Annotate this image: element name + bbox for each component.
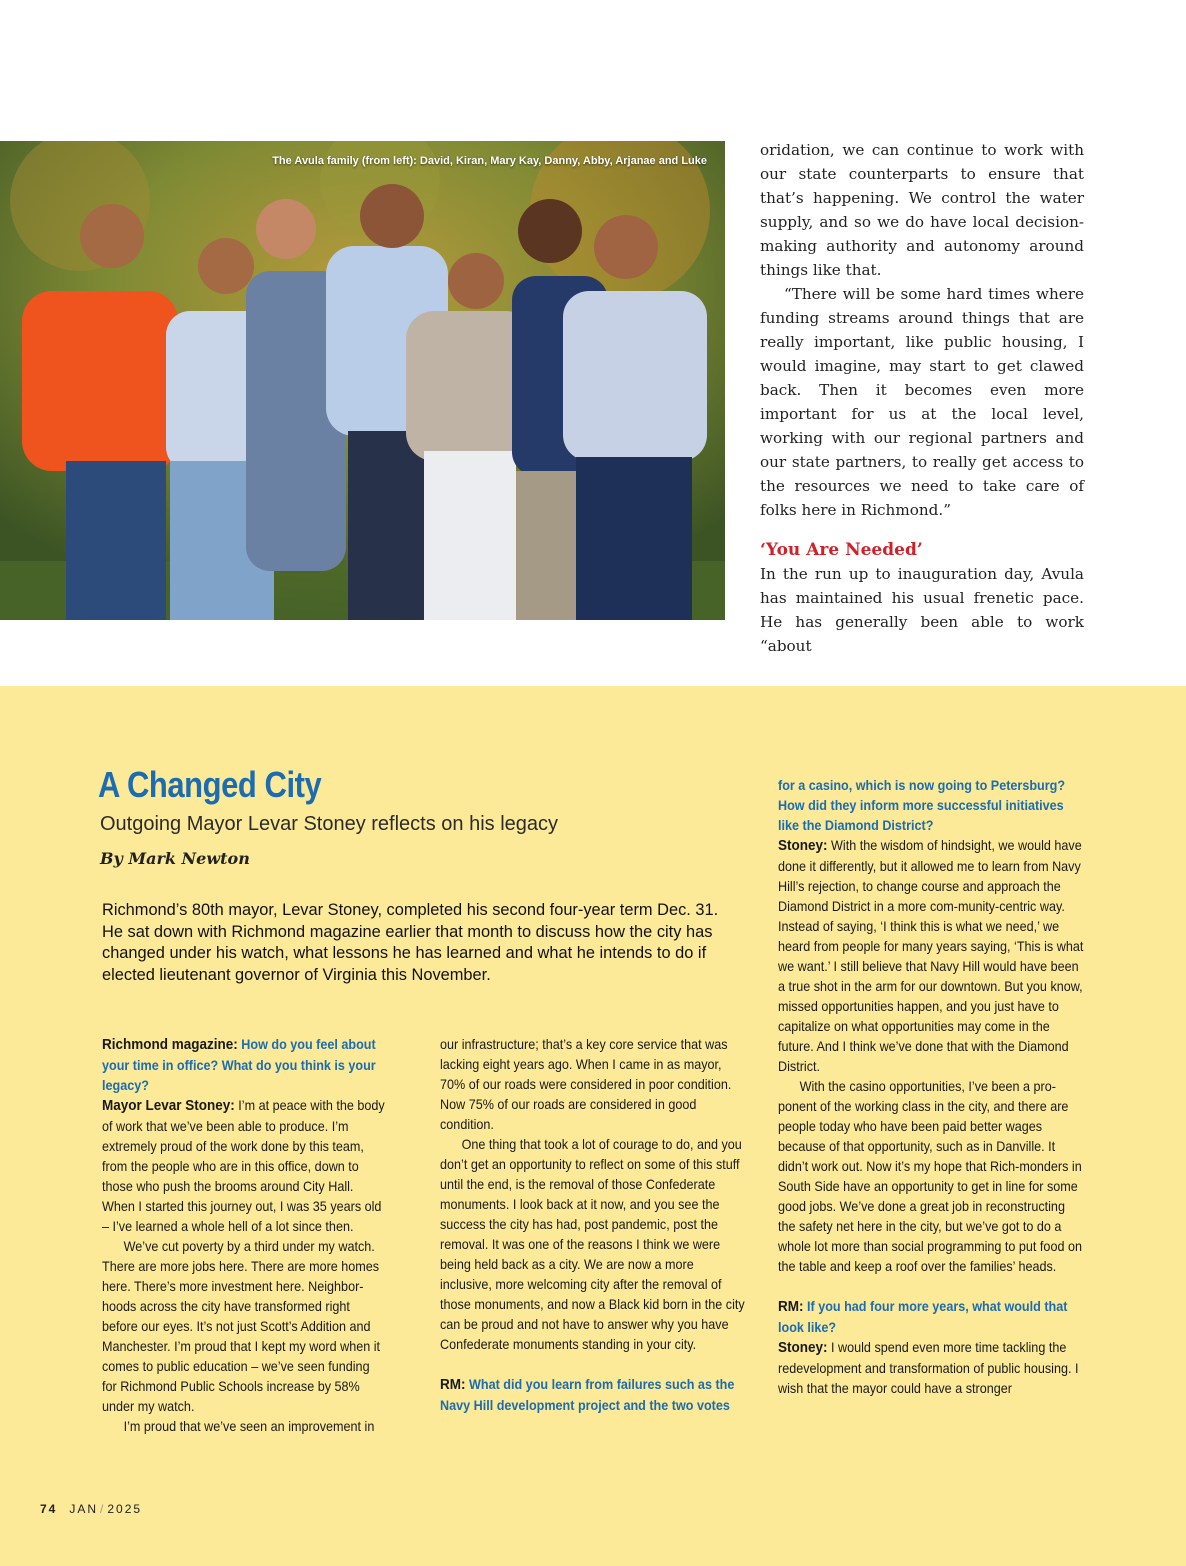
interview-question: for a casino, which is now going to Petersburg? How did they inform more successful initiatives like the Diamond District? bbox=[778, 777, 1066, 833]
interview-question: If you had four more years, what would that look like? bbox=[778, 1298, 1068, 1335]
article-paragraph: In the run up to inauguration day, Avula has maintained his usual frenetic pace. He has generally been able to work “about bbox=[760, 565, 1084, 655]
article-paragraph: oridation, we can continue to work with our state counterparts to ensure that that’s happening. We control the water supply, and so we do have local decision-making authority and autonomy around things like that. bbox=[760, 141, 1084, 279]
family-photo bbox=[0, 141, 725, 620]
section-subhead: ‘You Are Needed’ bbox=[760, 540, 923, 560]
speaker-label: RM: bbox=[778, 1298, 804, 1315]
speaker-label: RM: bbox=[440, 1376, 466, 1393]
interview-paragraph: One thing that took a lot of courage to do, and you don’t get an opportunity to reflect on some of this stuff until the end, is the removal of those Confederate monuments. I look back at it now, and you see the success the city has had, post pandemic, post the removal. It was one of the reasons I think we were being held back as a city. We are now a more inclusive, more welcoming city after the removal of those monuments, and now a Black kid born in the city can be proud and not have to answer why you have Confederate monuments standing in your city. bbox=[440, 1136, 745, 1352]
sidebar-column-2 bbox=[440, 1034, 746, 1415]
family-photo-illustration bbox=[0, 141, 725, 620]
interview-paragraph: I’m proud that we’ve seen an improvement in bbox=[123, 1418, 375, 1434]
photo-caption: The Avula family (from left): David, Kiran, Mary Kay, Danny, Abby, Arjanae and Luke bbox=[272, 155, 707, 167]
interview-paragraph: our infrastructure; that’s a key core service that was lacking eight years ago. When I came in as mayor, 70% of our roads were considered in poor condition. Now 75% of our roads are considered in good condition. bbox=[440, 1036, 732, 1132]
page-number: 74 bbox=[40, 1502, 58, 1516]
issue-month: JAN bbox=[69, 1502, 99, 1516]
speaker-label: Richmond magazine: bbox=[102, 1036, 238, 1053]
sidebar-headline: A Changed City bbox=[98, 764, 322, 805]
speaker-label: Stoney: bbox=[778, 837, 828, 854]
main-article-column bbox=[760, 138, 1084, 658]
sidebar-column-3 bbox=[778, 775, 1084, 1398]
sidebar-intro: Richmond’s 80th mayor, Levar Stoney, completed his second four-year term Dec. 31. He sat down with Richmond magazine earlier that month to discuss how the city has changed under his watch, what lessons he has learned and what he intends to do if elected lieutenant governor of Virginia this November. bbox=[102, 901, 719, 984]
interview-answer: I’m at peace with the body of work that we’ve been able to produce. I’m extremely proud of the work done by this team, from the people who are in this office, down to those who push the brooms around City Hall. When I started this journey out, I was 35 years old – I’ve learned a whole hell of a lot since then. bbox=[102, 1097, 385, 1234]
sidebar-dek: Outgoing Mayor Levar Stoney reflects on his legacy bbox=[100, 813, 559, 835]
sidebar-byline: By Mark Newton bbox=[100, 849, 250, 868]
interview-answer: With the wisdom of hindsight, we would have done it differently, but it allowed me to learn from Navy Hill’s rejection, to change course and approach the Diamond District in a more com-munity-centric way. Instead of saying, ‘I think this is what we need,’ we heard from people for many years saying, ‘This is what we want.’ I still believe that Navy Hill would have been a true shot in the arm for our downtown. But you know, missed opportunities happen, and you just have to capitalize on what opportunities may come in the future. And I think we’ve done that with the Diamond District. bbox=[778, 837, 1084, 1074]
interview-paragraph: With the casino opportunities, I’ve been a pro-ponent of the working class in the city, and there are people today who have been paid better wages because of that opportunity, such as in Danville. It didn’t work out. Now it’s my hope that Rich-monders in South Side have an opportunity to get in line for some good jobs. We’ve done a great job in reconstructing the safety net here in the city, but we’ve got to do a whole lot more than social programming to put food on the table and keep a roof over the families’ heads. bbox=[778, 1078, 1082, 1274]
interview-question: What did you learn from failures such as the Navy Hill development project and the two votes bbox=[440, 1376, 735, 1413]
page-folio: 74 JAN / 2025 bbox=[40, 1502, 143, 1516]
speaker-label: Mayor Levar Stoney: bbox=[102, 1097, 235, 1114]
sidebar-column-1 bbox=[102, 1034, 386, 1436]
article-paragraph: “There will be some hard times where funding streams around things that are really important, like public housing, I would imagine, may start to get clawed back. Then it becomes even more important for us at the local level, working with our regional partners and our state partners, to really get access to the resources we need to take care of folks here in Richmond.” bbox=[760, 285, 1084, 519]
interview-question: How do you feel about your time in office? What do you think is your legacy? bbox=[102, 1036, 376, 1093]
issue-year: 2025 bbox=[107, 1502, 143, 1516]
interview-paragraph: We’ve cut poverty by a third under my watch. There are more jobs here. There are more homes here. There’s more investment here. Neighbor-hoods across the city have transformed right before our eyes. It’s not just Scott’s Addition and Manchester. I’m proud that I kept my word when it comes to public education – we’ve seen funding for Richmond Public Schools increase by 58% under my watch. bbox=[102, 1238, 381, 1414]
speaker-label: Stoney: bbox=[778, 1339, 828, 1356]
interview-answer: I would spend even more time tackling the redevelopment and transformation of public housing. I wish that the mayor could have a stronger bbox=[778, 1339, 1079, 1396]
